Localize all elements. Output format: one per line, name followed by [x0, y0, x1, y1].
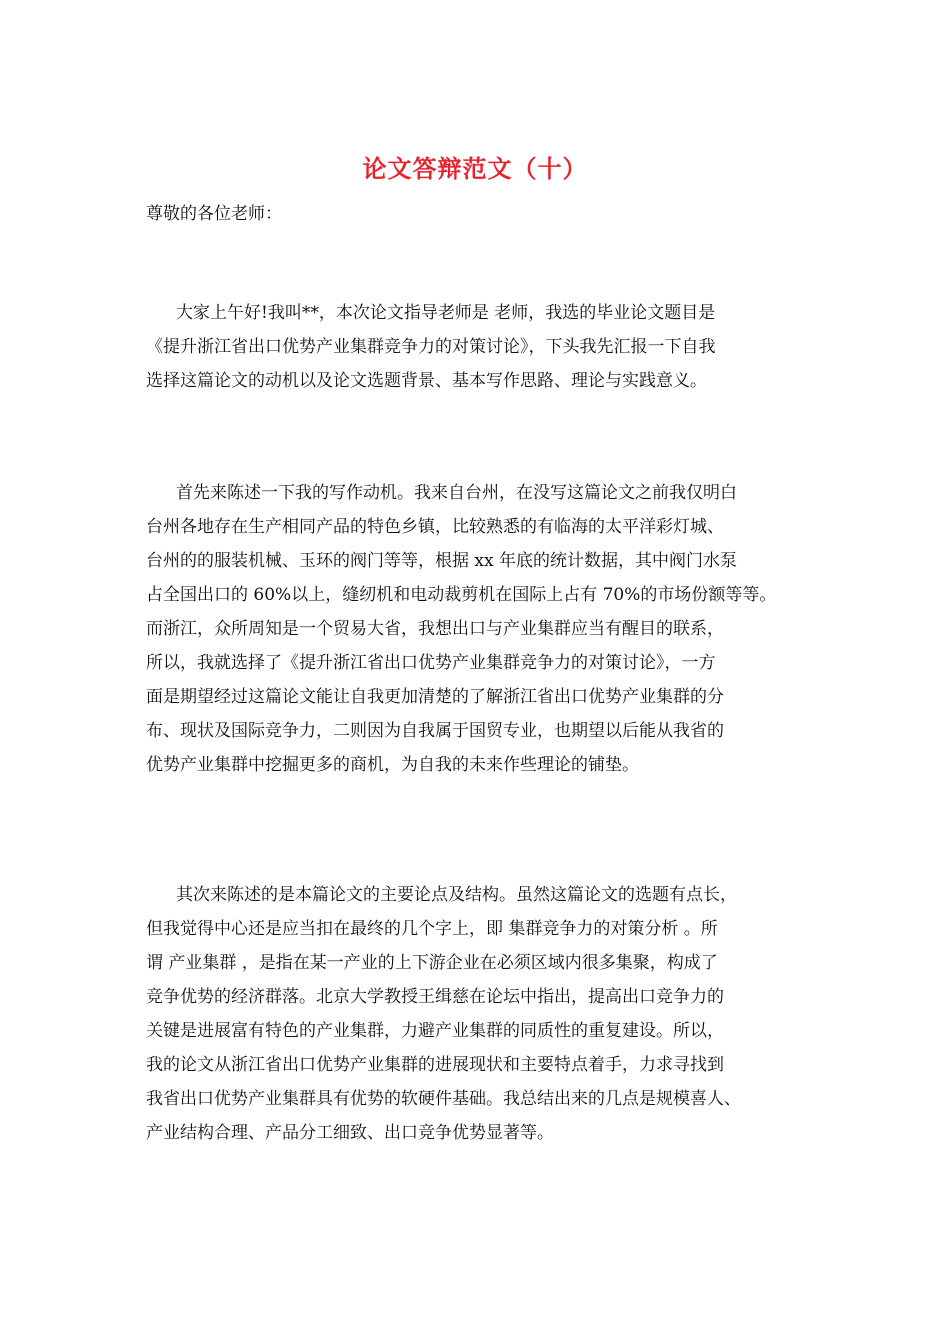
paragraph-line: 而浙江，众所周知是一个贸易大省，我想出口与产业集群应当有醒目的联系，	[146, 619, 724, 639]
paragraph-line: 优势产业集群中挖掘更多的商机，为自我的未来作些理论的铺垫。	[146, 755, 639, 775]
paragraph-3	[146, 878, 836, 1150]
paragraph-line: 竞争优势的经济群落。北京大学教授王缉慈在论坛中指出，提高出口竞争力的	[146, 987, 724, 1007]
paragraph-line: 所以，我就选择了《提升浙江省出口优势产业集群竞争力的对策讨论》，一方	[146, 653, 716, 673]
paragraph-line: 我的论文从浙江省出口优势产业集群的进展现状和主要特点着手，力求寻找到	[146, 1055, 724, 1075]
paragraph-line: 首先来陈述一下我的写作动机。我来自台州，在没写这篇论文之前我仅明白	[176, 483, 737, 503]
paragraph-line: 但我觉得中心还是应当扣在最终的几个字上，即 集群竞争力的对策分析 。所	[146, 919, 718, 939]
paragraph-line: 选择这篇论文的动机以及论文选题背景、基本写作思路、理论与实践意义。	[146, 371, 707, 391]
paragraph-line: 产业结构合理、产品分工细致、出口竞争优势显著等。	[146, 1123, 554, 1143]
salutation: 尊敬的各位老师：	[146, 204, 282, 224]
paragraph-line: 台州的的服装机械、玉环的阀门等等，根据 xx 年底的统计数据，其中阀门水泵	[146, 551, 737, 571]
paragraph-line: 其次来陈述的是本篇论文的主要论点及结构。虽然这篇论文的选题有点长，	[176, 885, 737, 905]
paragraph-line: 台州各地存在生产相同产品的特色乡镇，比较熟悉的有临海的太平洋彩灯城、	[146, 517, 724, 537]
paragraph-line: 我省出口优势产业集群具有优势的软硬件基础。我总结出来的几点是规模喜人、	[146, 1089, 741, 1109]
paragraph-1	[146, 296, 836, 398]
paragraph-line: 谓 产业集群 ，是指在某一产业的上下游企业在必须区域内很多集聚，构成了	[146, 953, 718, 973]
paragraph-line: 关键是进展富有特色的产业集群，力避产业集群的同质性的重复建设。所以，	[146, 1021, 724, 1041]
paragraph-2	[146, 476, 836, 782]
paragraph-line: 占全国出口的 60%以上，缝纫机和电动裁剪机在国际上占有 70%的市场份额等等。	[146, 585, 777, 605]
document-title: 论文答辩范文（十）	[362, 154, 588, 183]
paragraph-line: 大家上午好!我叫**，本次论文指导老师是 老师，我选的毕业论文题目是	[176, 303, 716, 323]
paragraph-line: 布、现状及国际竞争力，二则因为自我属于国贸专业，也期望以后能从我省的	[146, 721, 724, 741]
paragraph-line: 面是期望经过这篇论文能让自我更加清楚的了解浙江省出口优势产业集群的分	[146, 687, 724, 707]
paragraph-line: 《提升浙江省出口优势产业集群竞争力的对策讨论》，下头我先汇报一下自我	[146, 337, 716, 357]
